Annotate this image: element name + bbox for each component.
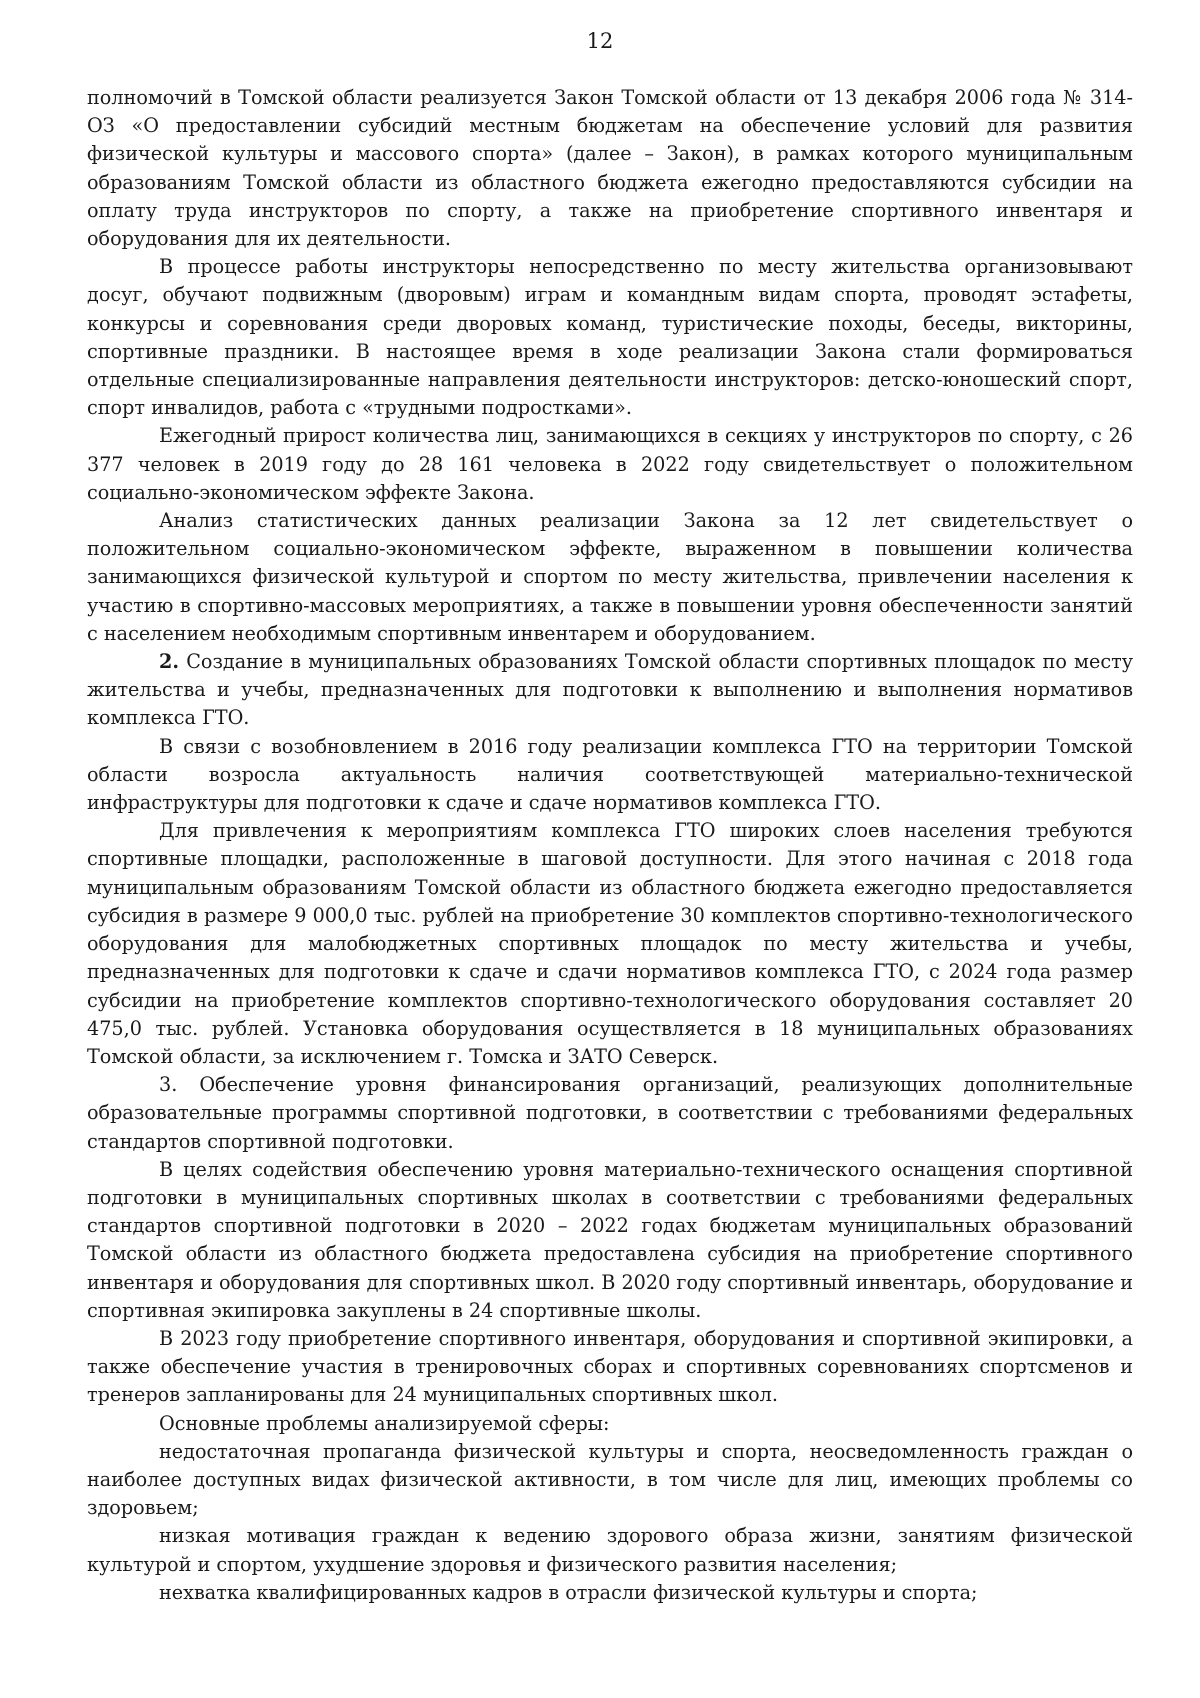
- paragraph-problem-propaganda: недостаточная пропаганда физической культуры и спорта, неосведомленность граждан о наиболее доступных видах физической активности, в том числе для лиц, имеющих проблемы со здоровьем;: [87, 1439, 1133, 1520]
- paragraph-gto-renewal: В связи с возобновлением в 2016 году реализации комплекса ГТО на территории Томской области возросла актуальность наличия соответствующей материально-технической инфраструктуры для подготовки к сдаче и сдаче нормативов комплекса ГТО.: [87, 734, 1133, 815]
- paragraph-sports-grounds: Для привлечения к мероприятиям комплекса ГТО широких слоев населения требуются спортивные площадки, расположенные в шаговой доступности. Для этого начиная с 2018 года муниципальным образованиям Томской области из областного бюджета ежегодно предоставляется субсидия в размере 9 000,0 тыс. рублей на приобретение 30 комплектов спортивно-технологического оборудования для малобюджетных спортивных площадок по месту жительства и учебы, предназначенных для подготовки к сдаче и сдачи нормативов комплекса ГТО, с 2024 года размер субсидии на приобретение комплектов спортивно-технологического оборудования составляет 20 475,0 тыс. рублей. Установка оборудования осуществляется в 18 муниципальных образованиях Томской области, за исключением г. Томска и ЗАТО Северск.: [87, 819, 1133, 1068]
- paragraph-problem-staff: нехватка квалифицированных кадров в отрасли физической культуры и спорта;: [159, 1580, 978, 1604]
- item-number-3: 3.: [159, 1073, 178, 1097]
- item-3-text: Обеспечение уровня финансирования организаций, реализующих дополнительные образовательные программы спортивной подготовки, в соответствии с требованиями федеральных стандартов спортивной подготовки.: [87, 1073, 1133, 1153]
- paragraph-problem-motivation: низкая мотивация граждан к ведению здорового образа жизни, занятиям физической культурой и спортом, ухудшение здоровья и физического развития населения;: [87, 1524, 1133, 1576]
- paragraph-law-intro: полномочий в Томской области реализуется Закон Томской области от 13 декабря 2006 года № 314-ОЗ «О предоставлении субсидий местным бюджетам на обеспечение условий для развития физической культуры и массового спорта» (далее – Закон), в рамках которого муниципальным образованиям Томской области из областного бюджета ежегодно предоставляются субсидии на оплату труда инструкторов по спорту, а также на приобретение спортивного инвентаря и оборудования для их деятельности.: [87, 86, 1133, 251]
- paragraph-item-2: [87, 648, 1133, 733]
- paragraph-statistics-analysis: Анализ статистических данных реализации Закона за 12 лет свидетельствует о положительном социально-экономическом эффекте, выраженном в повышении количества занимающихся физической культурой и спортом по месту жительства, привлечении населения к участию в спортивно-массовых мероприятиях, а также в повышении уровня обеспеченности занятий с населением необходимым спортивным инвентарем и оборудованием.: [87, 509, 1133, 645]
- item-number-2: 2.: [159, 650, 180, 674]
- paragraph-main-problems-heading: Основные проблемы анализируемой сферы:: [159, 1411, 610, 1435]
- paragraph-instructors-work: В процессе работы инструкторы непосредственно по месту жительства организовывают досуг, обучают подвижным (дворовым) играм и командным видам спорта, проводят эстафеты, конкурсы и соревнования среди дворовых команд, туристические походы, беседы, викторины, спортивные праздники. В настоящее время в ходе реализации Закона стали формироваться отдельные специализированные направления деятельности инструкторов: детско-юношеский спорт, спорт инвалидов, работа с «трудными подростками».: [87, 255, 1133, 420]
- paragraph-annual-growth: Ежегодный прирост количества лиц, занимающихся в секциях у инструкторов по спорту, с 26 377 человек в 2019 году до 28 161 человека в 2022 году свидетельствует о положительном социально-экономическом эффекте Закона.: [87, 424, 1133, 504]
- paragraph-item-3: [87, 1071, 1133, 1156]
- item-2-text: Создание в муниципальных образованиях Томской области спортивных площадок по месту жительства и учебы, предназначенных для подготовки к выполнению и выполнения нормативов комплекса ГТО.: [87, 650, 1133, 730]
- paragraph-sports-schools-subsidy: В целях содействия обеспечению уровня материально-технического оснащения спортивной подготовки в муниципальных спортивных школах в соответствии с требованиями федеральных стандартов спортивной подготовки в 2020 – 2022 годах бюджетам муниципальных образований Томской области из областного бюджета предоставлена субсидия на приобретение спортивного инвентаря и оборудования для спортивных школ. В 2020 году спортивный инвентарь, оборудование и спортивная экипировка закуплены в 24 спортивные школы.: [87, 1157, 1133, 1322]
- document-body: [87, 84, 1133, 1607]
- page-number: 12: [586, 29, 614, 53]
- paragraph-2023-plans: В 2023 году приобретение спортивного инвентаря, оборудования и спортивной экипировки, а также обеспечение участия в тренировочных сборах и спортивных соревнованиях спортсменов и тренеров запланированы для 24 муниципальных спортивных школ.: [87, 1326, 1133, 1407]
